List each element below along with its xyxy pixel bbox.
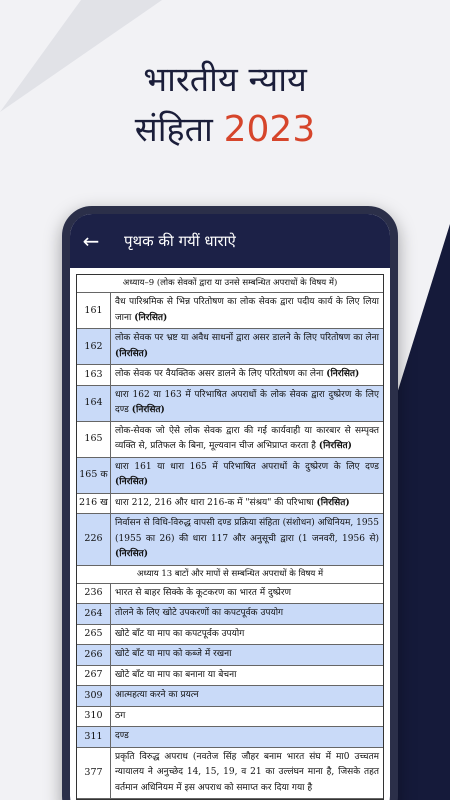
section-text: तोलने के लिए खोटे उपकरणों का कपटपूर्वक उपयोग	[115, 608, 284, 618]
section-heading-chapter-9: अध्याय–9 (लोक सेवकों द्वारा या उनसे सम्बन्धित अपराधों के विषय में)	[77, 275, 383, 293]
table-row	[77, 707, 383, 728]
repealed-tag: (निरसित)	[316, 497, 350, 508]
headline-line-2	[0, 105, 450, 155]
section-description	[111, 329, 383, 364]
section-description	[111, 604, 383, 624]
section-number: 163	[77, 365, 111, 385]
section-number: 226	[77, 514, 111, 565]
repealed-tag: (निरसित)	[134, 312, 168, 323]
table-row	[77, 666, 383, 687]
table-row	[77, 645, 383, 666]
section-number: 162	[77, 329, 111, 364]
section-text: खोटे बाँट या माप का कपटपूर्वक उपयोग	[115, 628, 245, 639]
section-description	[111, 422, 383, 457]
table-row	[77, 494, 383, 515]
section-number: 216 ख	[77, 494, 111, 514]
repealed-tag: (निरसित)	[115, 477, 149, 487]
table-row	[77, 604, 383, 625]
section-description	[111, 293, 383, 328]
section-description	[111, 686, 383, 706]
section-description	[111, 494, 383, 514]
app-bar-title: पृथक की गयीं धाराऐ	[124, 232, 236, 250]
section-description	[111, 748, 383, 799]
table-row	[77, 293, 383, 329]
table-row	[77, 625, 383, 646]
section-text: आत्महत्या करने का प्रयत्न	[115, 690, 199, 700]
section-text: निर्वासन से विधि-विरुद्ध वापसी दण्ड प्रक्रिया संहिता (संशोधन) अधिनियम, 1955 (1955 का 26) की धारा 117 और अनुसूची द्वारा (1 जनवरी, 1956 से)	[115, 518, 379, 544]
section-text: लोक-सेवक जो ऐसे लोक सेवक द्वारा की गई कार्यवाही या कारबार से सम्पृक्त व्यक्ति से, प्रतिफल के बिना, मूल्यवान चीज अभिप्राप्त करता है	[115, 425, 379, 451]
headline-year: 2023	[223, 109, 316, 150]
phone-frame	[62, 206, 398, 800]
section-number: 309	[77, 686, 111, 706]
section-number: 164	[77, 386, 111, 421]
promo-headline	[0, 55, 450, 155]
repealed-tag: (निरसित)	[326, 369, 360, 379]
table-row	[77, 727, 383, 748]
section-description	[111, 365, 383, 385]
section-description	[111, 645, 383, 665]
headline-sanhita: संहिता	[134, 110, 213, 150]
section-text: दण्ड	[115, 731, 129, 741]
section-text: प्रकृति विरुद्ध अपराध (नवतेज सिंह जौहर बनाम भारत संघ में मा0 उच्चतम न्यायालय ने अनुच्छेद 14, 15, 19, व 21 का उल्लंघन माना है, जिसके तहत वर्तमान अधिनियम में इस अपराध को समाप्त कर दिया गया है	[115, 751, 379, 793]
section-number: 236	[77, 584, 111, 604]
repealed-tag: (निरसित)	[131, 405, 165, 415]
repealed-tag: (निरसित)	[318, 441, 352, 451]
table-row	[77, 365, 383, 386]
section-number: 266	[77, 645, 111, 665]
table-row	[77, 748, 383, 800]
app-bar	[70, 214, 390, 268]
section-description	[111, 386, 383, 421]
section-text: लोक सेवक पर भ्रष्ट या अवैध साधनों द्वारा असर डालने के लिए परितोषण का लेना	[115, 333, 379, 343]
table-row	[77, 584, 383, 605]
section-description	[111, 584, 383, 604]
repealed-tag: (निरसित)	[115, 348, 149, 359]
table-row	[77, 329, 383, 365]
section-number: 377	[77, 748, 111, 799]
section-text: भारत से बाहर सिक्के के कूटकरण का भारत में दुष्प्रेरण	[115, 587, 292, 598]
table-row	[77, 686, 383, 707]
arrow-left-icon: ←	[82, 229, 100, 253]
section-description	[111, 707, 383, 727]
section-number: 311	[77, 727, 111, 747]
table-row	[77, 422, 383, 458]
repealed-tag: (निरसित)	[115, 549, 149, 559]
section-description	[111, 727, 383, 747]
section-text: धारा 212, 216 और धारा 216-क में "संश्रय" की परिभाषा	[115, 497, 314, 508]
section-text: धारा 162 या 163 में परिभाषित अपराधों के लोक सेवक द्वारा दुष्प्रेरण के लिए दण्ड	[115, 389, 379, 415]
section-text: लोक सेवक पर वैयक्तिक असर डालने के लिए परितोषण का लेना	[115, 369, 324, 379]
section-heading-chapter-13: अध्याय 13 बाटों और मापों से सम्बन्धित अपराधों के विषय में	[77, 566, 383, 584]
section-text: खोटे बाँट या माप को कब्जे में रखना	[115, 649, 232, 659]
document-table	[76, 274, 384, 800]
table-row	[77, 458, 383, 494]
section-number: 267	[77, 666, 111, 686]
section-text: ठग	[115, 710, 126, 721]
section-description	[111, 625, 383, 645]
section-description	[111, 666, 383, 686]
section-text: खोटे बाँट या माप का बनाना या बेचना	[115, 669, 237, 680]
section-text: धारा 161 या धारा 165 में परिभाषित अपराधों के दुष्प्रेरण के लिए दण्ड	[115, 461, 379, 472]
section-text: वैध पारिश्रमिक से भिन्न परितोषण का लोक सेवक द्वारा पदीय कार्य के लिए लिया जाना	[115, 297, 379, 323]
section-number: 310	[77, 707, 111, 727]
section-number: 165	[77, 422, 111, 457]
headline-line-1: भारतीय न्याय	[143, 60, 307, 100]
back-button[interactable]	[70, 214, 112, 268]
section-number: 165 क	[77, 458, 111, 493]
section-description	[111, 458, 383, 493]
table-row	[77, 514, 383, 566]
section-number: 161	[77, 293, 111, 328]
section-description	[111, 514, 383, 565]
section-number: 265	[77, 625, 111, 645]
section-number: 264	[77, 604, 111, 624]
table-row	[77, 386, 383, 422]
